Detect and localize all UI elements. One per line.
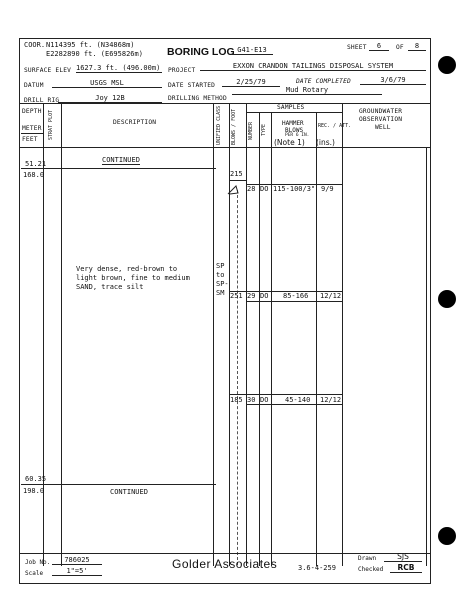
boring-log-title: BORING LOG — [167, 46, 235, 58]
rule-strat-desc — [61, 103, 62, 566]
sample-29-bottom-rule — [246, 301, 342, 302]
drawn-label: Drawn — [358, 555, 377, 562]
col-type: TYPE — [261, 123, 267, 136]
drilling-method-value: Mud Rotary — [232, 86, 382, 95]
class-line-1: SP — [216, 262, 225, 270]
sample-28-blows-rule — [229, 180, 246, 181]
top-depth-feet: 168.0 — [23, 171, 45, 179]
drawn-value: SJS — [384, 552, 422, 562]
sample-30-top-rule — [229, 394, 342, 395]
col-number: NUMBER — [248, 121, 254, 140]
col-note: (Note 1) — [274, 138, 305, 147]
description-line-1: Very dense, red-brown to — [76, 265, 178, 273]
sample-28-type: DO — [260, 185, 269, 193]
punch-hole-middle — [438, 290, 456, 308]
sheet-total: 8 — [408, 42, 426, 51]
header-top-rule — [19, 103, 431, 104]
scale-value: 1"=5' — [52, 567, 102, 576]
sample-28-marker-icon — [226, 184, 244, 196]
col-blows-per: BLOWS — [285, 127, 304, 134]
checked-value: RCB — [390, 563, 422, 573]
rule-blows-number — [246, 103, 247, 566]
job-no-label: Job No. — [25, 559, 51, 566]
coord-label: COOR. — [24, 41, 46, 49]
col-ins: (ins.) — [316, 138, 335, 147]
job-no-value: 786025 — [52, 556, 102, 565]
sheet-label: SHEET — [347, 44, 367, 51]
col-unified-class: UNIFIED CLASS — [216, 105, 222, 145]
col-groundwater: GROUNDWATER — [359, 108, 403, 115]
project-value: EXXON CRANDON TAILINGS DISPOSAL SYSTEM — [200, 62, 426, 71]
samples-rule — [246, 112, 342, 113]
sample-29-type: DO — [260, 292, 269, 300]
class-line-2: to — [216, 271, 225, 279]
rule-blows-dashed — [237, 190, 238, 565]
date-started-value: 2/25/79 — [222, 78, 280, 87]
bottom-strata-line — [43, 484, 216, 485]
boring-id: G41-E13 — [231, 46, 273, 55]
drill-rig-label: DRILL RIG — [24, 97, 60, 104]
class-line-4: SM — [216, 289, 225, 297]
col-observation: OBSERVATION — [359, 116, 403, 123]
rule-number-type — [259, 112, 260, 566]
bottom-continued: CONTINUED — [110, 488, 148, 496]
top-continued: CONTINUED — [102, 156, 140, 164]
rule-type-hammer — [271, 112, 272, 566]
sample-30-recovery: 12/12 — [320, 396, 342, 404]
rule-desc-class — [213, 103, 214, 566]
drill-rig-value: Joy 12B — [58, 94, 162, 103]
col-feet: FEET — [22, 136, 38, 143]
class-line-3: SP- — [216, 280, 229, 288]
sample-29-recovery: 12/12 — [320, 292, 342, 300]
footer-top-rule — [19, 553, 431, 554]
col-rec-att: REC. / ATT. — [318, 123, 352, 129]
col-per-6in: PER 6 IN. — [285, 133, 310, 138]
col-description: DESCRIPTION — [113, 119, 157, 126]
sample-28-hammer: 115-100/3" — [273, 185, 316, 193]
top-depth-split — [21, 168, 45, 169]
figure-number: 3.6-4-259 — [298, 564, 336, 572]
sample-30-blows: 185 — [230, 396, 243, 404]
sample-30-bottom-rule — [246, 404, 342, 405]
sample-29-blows: 251 — [230, 292, 243, 300]
bottom-depth-split — [21, 484, 45, 485]
sheet-number: 6 — [369, 42, 389, 51]
date-completed-label: DATE COMPLETED — [296, 78, 351, 85]
checked-label: Checked — [358, 566, 384, 573]
scale-label: Scale — [25, 570, 44, 577]
sample-28-recovery: 9/9 — [321, 185, 334, 193]
sample-30-type: DO — [260, 396, 269, 404]
date-started-label: DATE STARTED — [168, 82, 216, 89]
date-completed-value: 3/6/79 — [360, 76, 426, 85]
bottom-depth-meter: 60.35 — [25, 475, 47, 483]
sample-28-number: 28 — [247, 185, 256, 193]
col-meter: METER — [22, 125, 42, 132]
top-strata-line — [43, 168, 216, 169]
col-blows-foot: BLOWS / FOOT — [231, 108, 237, 145]
surface-elev-value: 1627.3 ft. (496.00m) — [76, 64, 161, 72]
surface-elev-label: SURFACE ELEV — [24, 67, 72, 74]
project-label: PROJECT — [168, 67, 196, 74]
punch-hole-top — [438, 56, 456, 74]
col-well: WELL — [375, 124, 391, 131]
sample-29-hammer: 85-166 — [283, 292, 309, 300]
rule-rec-gw — [342, 103, 343, 566]
col-hammer: HAMMER — [282, 120, 304, 127]
sample-30-number: 30 — [247, 396, 256, 404]
top-depth-meter: 51.21 — [25, 160, 47, 168]
col-strat-plot: STRAT PLOT — [48, 109, 54, 140]
rule-gw-right — [426, 147, 427, 566]
datum-label: DATUM — [24, 82, 44, 89]
description-line-2: light brown, fine to medium — [76, 274, 190, 282]
sample-29-number: 29 — [247, 292, 256, 300]
header-bottom-rule — [19, 147, 431, 148]
punch-hole-bottom — [438, 527, 456, 545]
col-samples: SAMPLES — [277, 104, 305, 111]
coord-line-1: N114395 ft. (N34868m) — [46, 41, 135, 49]
description-line-3: SAND, trace silt — [76, 283, 144, 291]
sample-30-hammer: 45-140 — [285, 396, 311, 404]
rule-hammer-rec — [316, 112, 317, 566]
drilling-method-label: DRILLING METHOD — [168, 95, 227, 102]
of-label: OF — [396, 44, 404, 51]
col-depth: DEPTH — [22, 108, 42, 115]
sample-28-blows: 215 — [230, 170, 243, 178]
bottom-depth-feet: 198.0 — [23, 487, 45, 495]
coord-line-2: E2282890 ft. (E695826m) — [46, 50, 143, 58]
depth-split-rule — [21, 133, 43, 134]
company-name: Golder Associates — [172, 557, 278, 571]
datum-value: USGS MSL — [52, 79, 162, 88]
